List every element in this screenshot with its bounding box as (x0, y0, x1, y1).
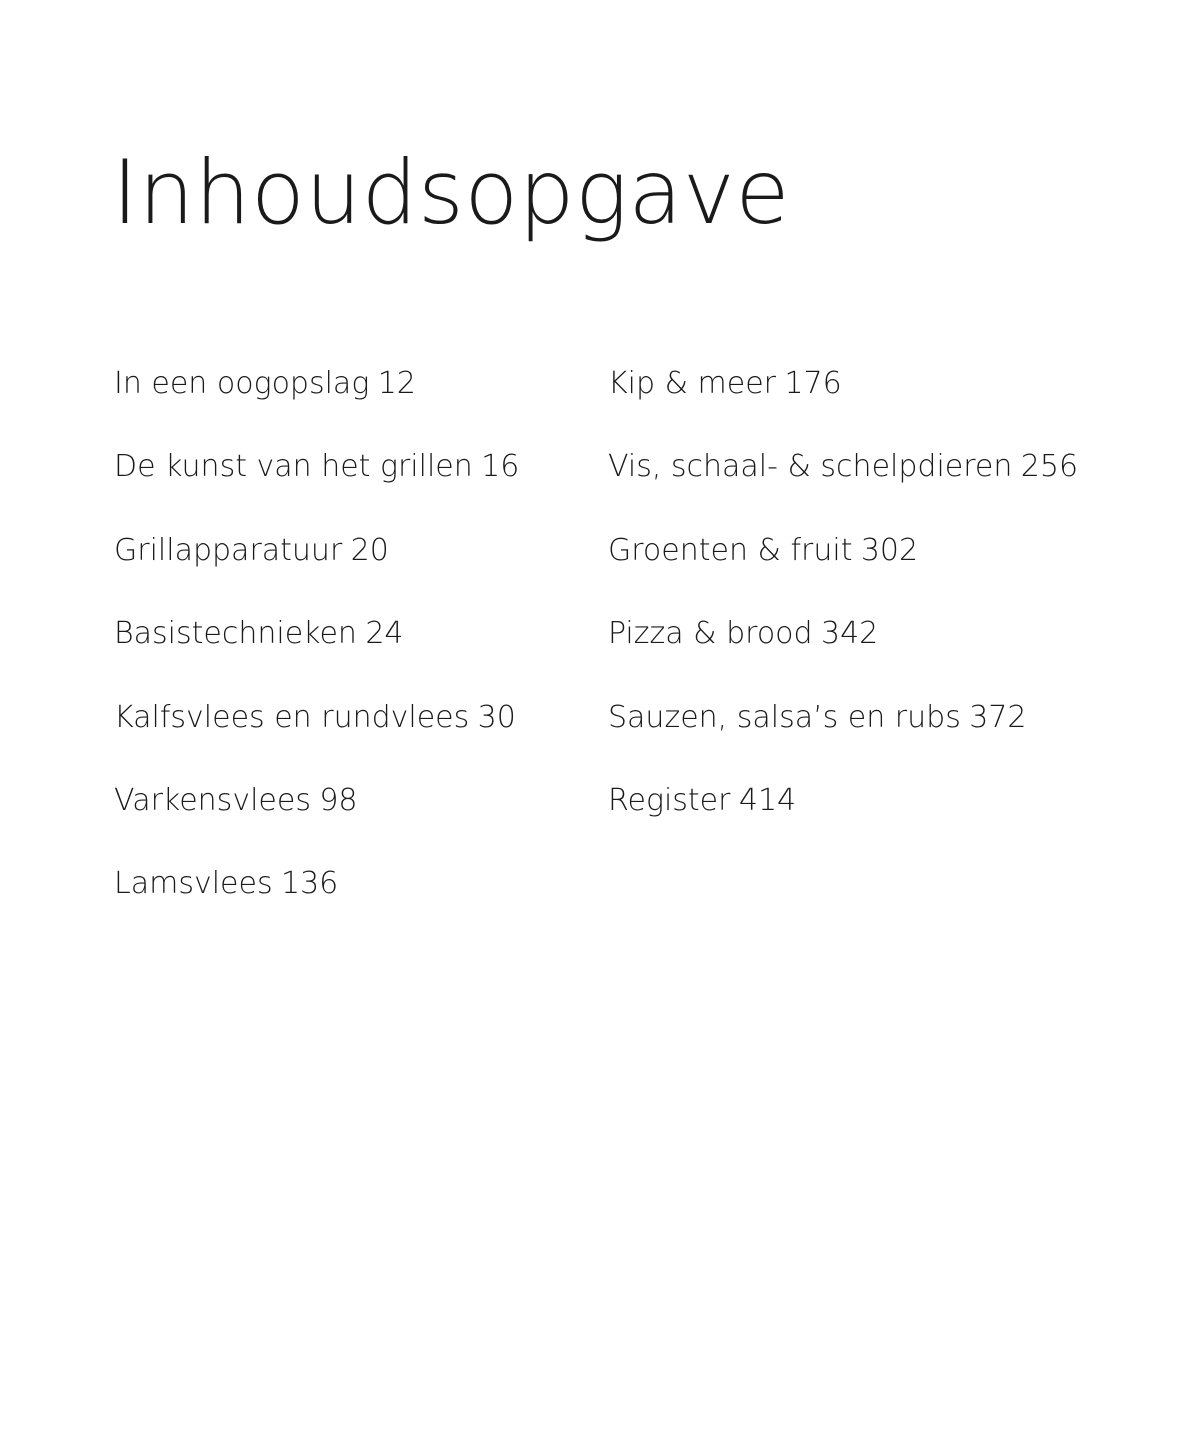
toc-entry-page: 16 (481, 449, 520, 485)
toc-entry[interactable] (114, 356, 519, 439)
toc-entry-page: 302 (860, 532, 919, 568)
toc-entry-page: 136 (280, 866, 339, 902)
toc-entry-label: Grillapparatuur (114, 532, 343, 568)
toc-entry-label: Kalfsvlees en rundvlees (114, 699, 470, 735)
toc-entry[interactable] (114, 856, 519, 939)
toc-entry-label: Vis, schaal- & schelpdieren (608, 449, 1013, 485)
toc-entry-label: Lamsvlees (114, 866, 273, 902)
toc-entry[interactable] (608, 439, 1078, 522)
toc-entry-page: 372 (969, 699, 1027, 735)
toc-entry[interactable] (114, 773, 519, 856)
toc-entry[interactable] (608, 773, 1078, 856)
toc-entry-label: Pizza & brood (608, 616, 813, 652)
toc-entry[interactable] (114, 606, 519, 689)
toc-entry[interactable] (114, 690, 519, 773)
toc-entry-page: 256 (1020, 449, 1079, 485)
toc-entry-label: Groenten & fruit (608, 532, 853, 568)
toc-entry-label: Kip & meer (608, 366, 776, 401)
toc-entry-page: 24 (365, 616, 404, 652)
toc-entry-page: 342 (820, 616, 879, 652)
toc-entry-label: In een oogopslag (114, 366, 370, 401)
toc-entry-page: 30 (477, 699, 516, 735)
toc-entry-label: Register (608, 782, 731, 818)
toc-entry-label: Basistechnieken (114, 616, 357, 652)
toc-entry-page: 12 (377, 366, 416, 401)
toc-entry[interactable] (608, 606, 1078, 689)
toc-entry[interactable] (608, 356, 1078, 439)
toc-entry-page: 176 (784, 366, 842, 401)
page-title: Inhoudsopgave (112, 141, 790, 244)
toc-entry[interactable] (114, 523, 519, 606)
toc-entry-page: 98 (319, 782, 358, 818)
toc-entry-label: De kunst van het grillen (114, 449, 473, 485)
toc-entry[interactable] (608, 523, 1078, 606)
toc-right-column (608, 356, 1078, 856)
toc-entry[interactable] (114, 439, 519, 522)
toc-entry-label: Varkensvlees (114, 782, 311, 818)
toc-entry[interactable] (608, 690, 1078, 773)
toc-left-column (114, 356, 519, 940)
toc-entry-label: Sauzen, salsa’s en rubs (608, 699, 961, 735)
toc-entry-page: 414 (738, 782, 797, 818)
toc-entry-page: 20 (350, 532, 389, 568)
